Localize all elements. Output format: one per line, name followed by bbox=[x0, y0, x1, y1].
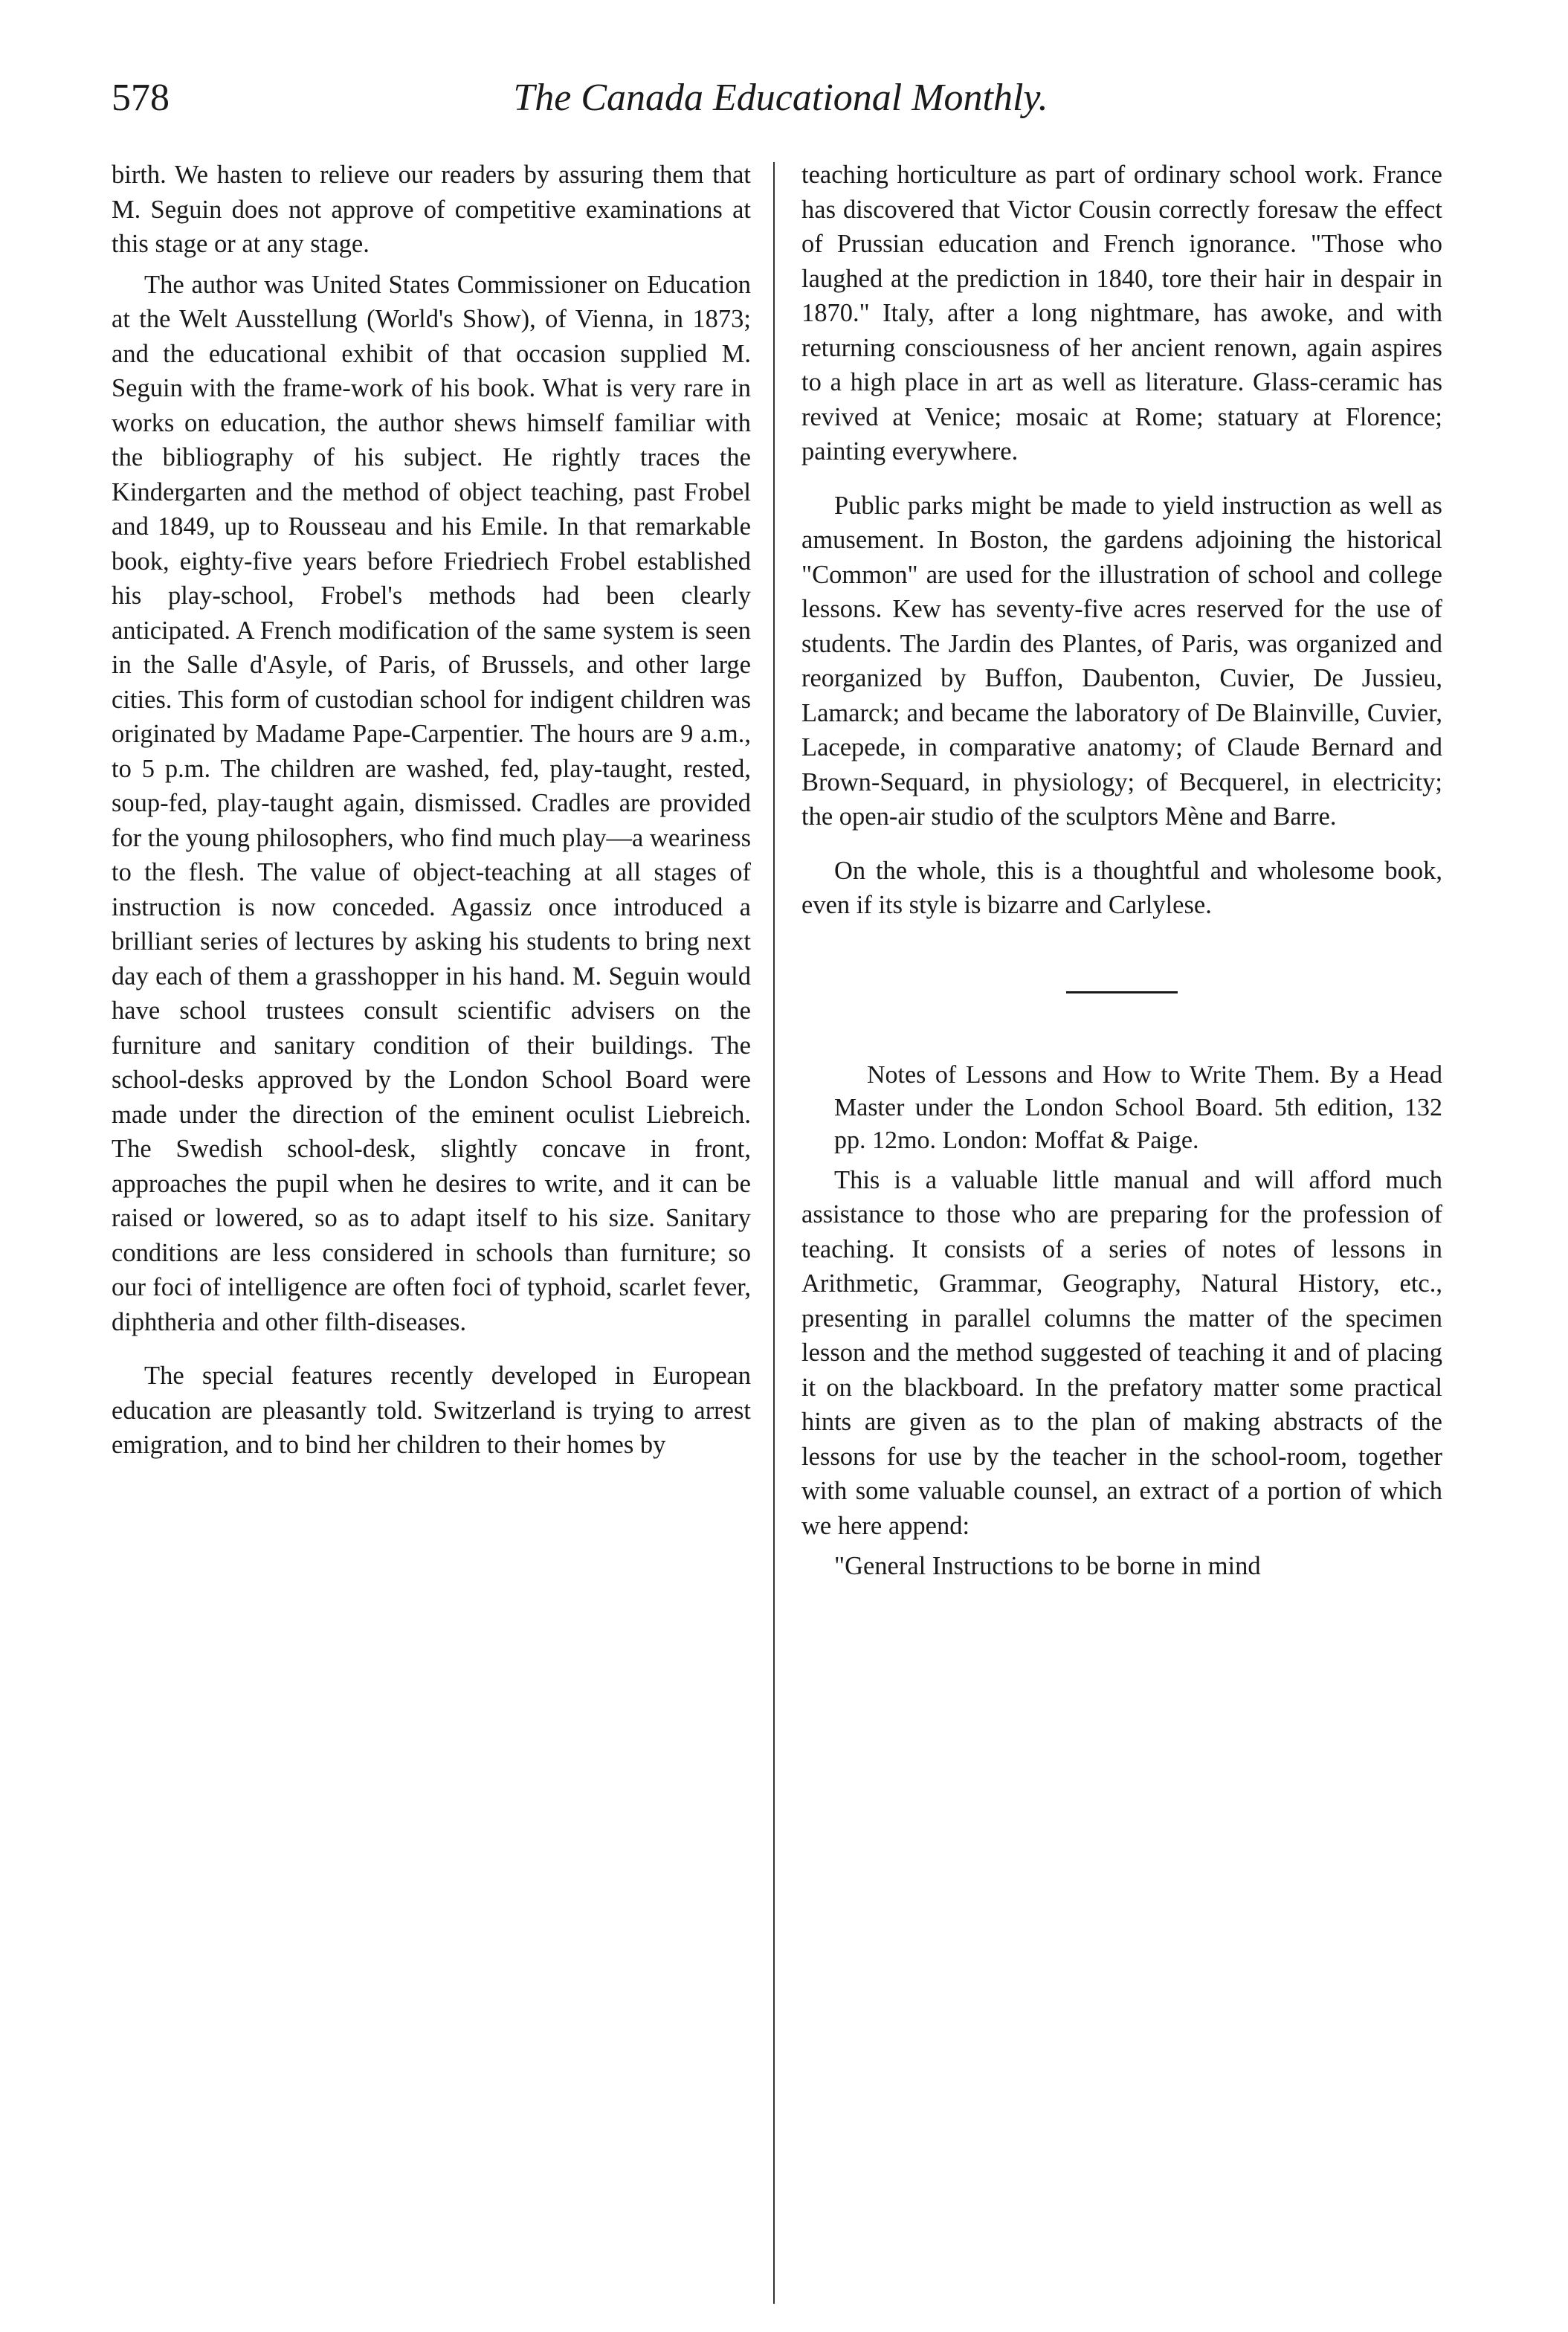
page-number: 578 bbox=[112, 77, 170, 119]
running-title: The Canada Educational Monthly. bbox=[513, 77, 1048, 119]
right-paragraph-2: Public parks might be made to yield instruction as well as amusement. In Boston, the gardens adjoining the historical "Common" are used for the illustration of school and college lessons. Kew has seventy-five acres reserved for the use of students. The Jardin des Plantes, of Paris, was organized and reorganized by Buffon, Daubenton, Cuvier, De Jussieu, Lamarck; and became the laboratory of De Blainville, Cuvier, Lacepede, in comparative anatomy; of Claude Bernard and Brown-Sequard, in physiology; of Becquerel, in electricity; the open-air studio of the sculptors Mène and Barre. bbox=[801, 491, 1442, 831]
right-paragraph-3: On the whole, this is a thoughtful and wholesome book, even if its style is bizarre and Carlylese. bbox=[801, 856, 1442, 919]
right-paragraph-1: teaching horticulture as part of ordinary school work. France has discovered that Victor Cousin correctly foresaw the effect of Prussian education and French ignorance. "Those who laughed at the prediction in 1840, tore their hair in despair in 1870." Italy, after a long nightmare, has awoke, and with returning consciousness of her ancient renown, again aspires to a high place in art as well as literature. Glass-ceramic has revived at Venice; mosaic at Rome; statuary at Florence; painting everywhere. bbox=[801, 161, 1442, 466]
right-paragraph-4: This is a valuable little manual and will afford much assistance to those who are preparing for the profession of teaching. It consists of a series of notes of lessons in Arithmetic, Grammar, Geography, Natural History, etc., presenting in parallel columns the matter of the specimen lesson and the method suggested of teaching it and of placing it on the blackboard. In the prefatory matter some practical hints are given as to the plan of making abstracts of the lessons for use by the teacher in the school-room, together with some valuable counsel, an extract of a portion of which we here append: bbox=[801, 1165, 1442, 1540]
left-paragraph-1: birth. We hasten to relieve our readers by assuring them that M. Seguin does not approve of competitive examinations at this stage or at any stage. bbox=[112, 161, 751, 258]
right-column bbox=[801, 158, 1442, 1584]
section-separator bbox=[1066, 991, 1178, 993]
book-notice: Notes of Lessons and How to Write Them. By a Head Master under the London School Board. 5th edition, 132 pp. 12mo. London: Moffat & Paige. bbox=[834, 1060, 1442, 1154]
right-paragraph-5: "General Instructions to be borne in mind bbox=[834, 1552, 1261, 1580]
left-column bbox=[112, 158, 751, 1463]
left-paragraph-2: The author was United States Commissioner on Education at the Welt Ausstellung (World's Show), of Vienna, in 1873; and the educational exhibit of that occasion supplied M. Seguin with the frame-work of his book. What is very rare in works on education, the author shews himself familiar with the bibliography of his subject. He rightly traces the Kindergarten and the method of object teaching, past Frobel and 1849, up to Rousseau and his Emile. In that remarkable book, eighty-five years before Friedriech Frobel established his play-school, Frobel's methods had been clearly anticipated. A French modification of the same system is seen in the Salle d'Asyle, of Paris, of Brussels, and other large cities. This form of custodian school for indigent children was originated by Madame Pape-Carpentier. The hours are 9 a.m., to 5 p.m. The children are washed, fed, play-taught, rested, soup-fed, play-taught again, dismissed. Cradles are provided for the young philosophers, who find much play—a weariness to the flesh. The value of object-teaching at all stages of instruction is now conceded. Agassiz once introduced a brilliant series of lectures by asking his students to bring next day each of them a grasshopper in his hand. M. Seguin would have school trustees consult scientific advisers on the furniture and sanitary condition of their buildings. The school-desks approved by the London School Board were made under the direction of the eminent oculist Liebreich. The Swedish school-desk, slightly concave in front, approaches the pupil when he desires to write, and it can be raised or lowered, so as to adapt itself to his size. Sanitary conditions are less considered in schools than furniture; so our foci of intelligence are often foci of typhoid, scarlet fever, diphtheria and other filth-diseases. bbox=[112, 270, 751, 1336]
column-divider bbox=[773, 162, 775, 2304]
left-paragraph-3: The special features recently developed in European education are pleasantly told. Switzerland is trying to arrest emigration, and to bind her children to their homes by bbox=[112, 1362, 751, 1459]
page-header bbox=[112, 68, 1450, 128]
